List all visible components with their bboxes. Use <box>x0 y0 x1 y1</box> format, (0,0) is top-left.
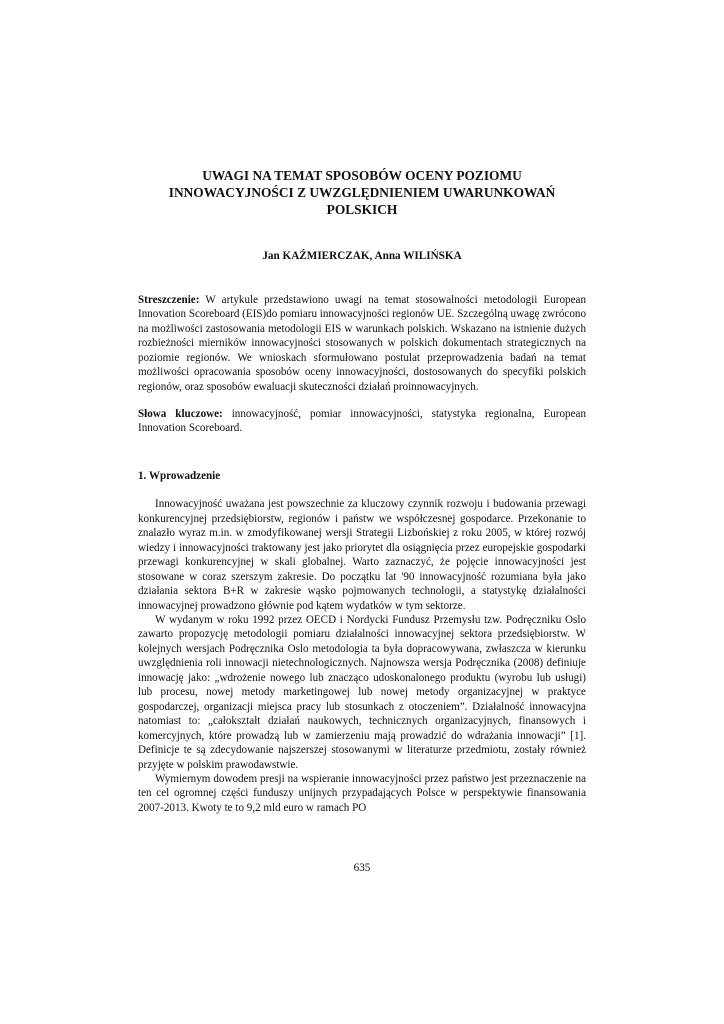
article-body <box>138 168 586 815</box>
keywords-label: Słowa kluczowe: <box>138 408 223 421</box>
article-title <box>138 168 586 218</box>
title-line: POLSKICH <box>326 201 398 217</box>
abstract <box>138 293 586 394</box>
body-paragraph: Innowacyjność uważana jest powszechnie za kluczowy czynnik rozwoju i budowania przewagi konkurencyjnej przedsiębiorstw, regionów i państw we współczesnej gospodarce. Przekonanie to znalazło wyraz m.in. w zmodyfikowanej wersji Strategii Lizbońskiej z roku 2005, w której rozwój wiedzy i innowacyjności traktowany jest jako priorytet dla osiągnięcia przez europejskie gospodarki przewagi konkurencyjnej w skali globalnej. Warto zaznaczyć, że pojęcie innowacyjności jest stosowane w coraz szerszym zakresie. Do początku lat '90 innowacyjność rozumiana była jako działania sektora B+R w zakresie wąsko pojmowanych technologii, a statystykę działalności innowacyjnej prowadzono głównie pod kątem wydatków w tym sektorze. <box>138 498 586 612</box>
section-heading: 1. Wprowadzenie <box>138 469 221 482</box>
title-line: INNOWACYJNOŚCI Z UWZGLĘDNIENIEM UWARUNKOWAŃ <box>168 184 556 200</box>
page-number: 635 <box>353 862 371 874</box>
keywords <box>138 407 586 436</box>
body-paragraph: Wymiernym dowodem presji na wspieranie innowacyjności przez państwo jest przeznaczenie na ten cel ogromnej części funduszy unijnych przypadających Polsce w perspektywie finansowania 2007-2013. Kwoty te to 9,2 mld euro w ramach PO <box>138 772 586 814</box>
abstract-label: Streszczenie: <box>138 293 200 306</box>
keywords-text: innowacyjność, pomiar innowacyjności, statystyka regionalna, European Innovation Scoreboard. <box>138 408 586 435</box>
title-line: UWAGI NA TEMAT SPOSOBÓW OCENY POZIOMU <box>202 168 522 183</box>
authors: Jan KAŹMIERCZAK, Anna WILIŃSKA <box>262 250 462 263</box>
abstract-text: W artykule przedstawiono uwagi na temat stosowalności metodologii European Innovation Scoreboard (EIS)do pomiaru innowacyjności regionów UE. Szczególną uwagę zwrócono na możliwości zastosowania metodologii EIS w warunkach polskich. Wskazano na istnienie dużych rozbieżności mierników innowacyjności stosowanych w polskich dokumentach strategicznych na poziomie regionów. We wnioskach sformułowano postulat przeprowadzenia badań na temat możliwości opracowania sposobów oceny innowacyjności, dostosowanych do specyfiki polskich regionów, oraz sposobów ewaluacji skuteczności działań proinnowacyjnych. <box>138 293 586 393</box>
body-paragraph: W wydanym w roku 1992 przez OECD i Nordycki Fundusz Przemysłu tzw. Podręczniku Oslo zawarto propozycję metodologii pomiaru działalności innowacyjnej sektora przedsiębiorstw. W kolejnych wersjach Podręcznika Oslo metodologia ta była dopracowywana, zwłaszcza w kierunku uwzględnienia roli innowacji nietechnologicznych. Najnowsza wersja Podręcznika (2008) definiuje innowację jako: „wdrożenie nowego lub znacząco udoskonalonego produktu (wyrobu lub usługi) lub procesu, nowej metody marketingowej lub nowej metody organizacyjnej w praktyce gospodarczej, organizacji miejsca pracy lub stosunkach z otoczeniem”. Działalność innowacyjna natomiast to: „całokształt działań naukowych, technicznych organizacyjnych, finansowych i komercyjnych, które prowadzą lub w zamierzeniu mają prowadzić do wdrażania innowacji” [1]. Definicje te są zdecydowanie najszerszej stosowanymi w literaturze przedmiotu, zostały również przyjęte w polskim prawodawstwie. <box>138 614 586 771</box>
